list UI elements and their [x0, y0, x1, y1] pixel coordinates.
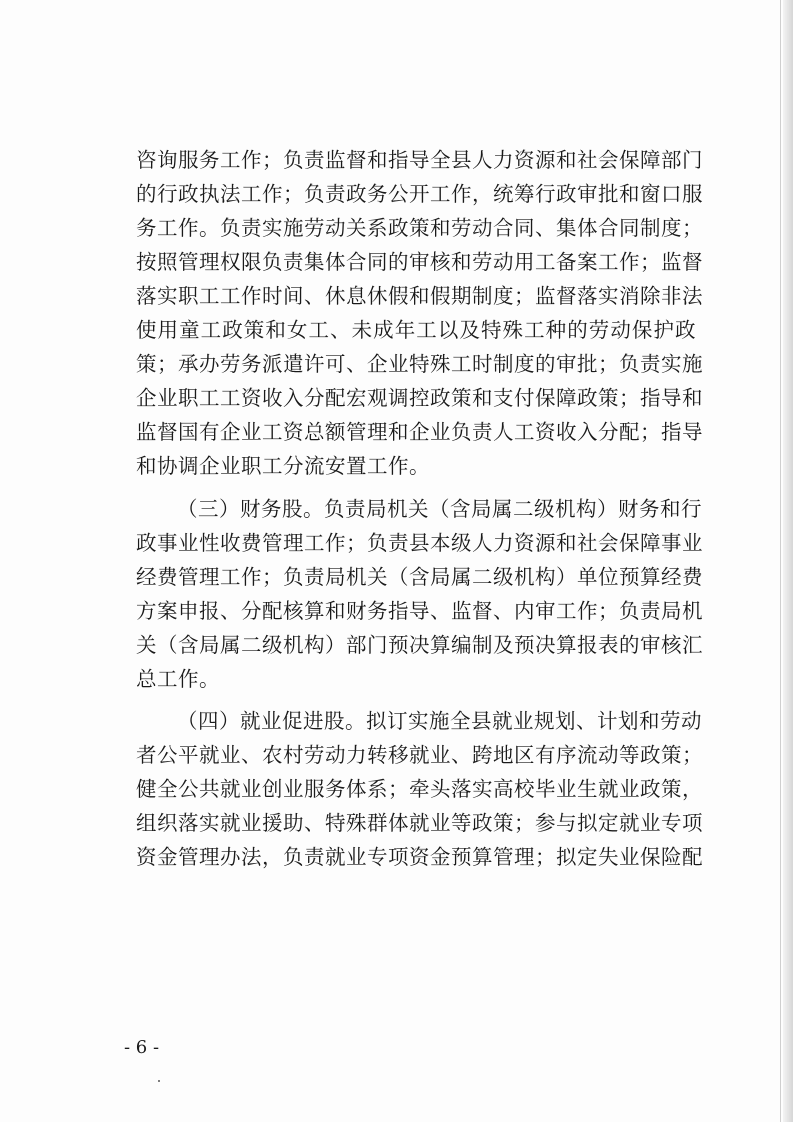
paragraph-1-line-7: 策；承办劳务派遣许可、企业特殊工时制度的审批；负责实施 [136, 352, 703, 376]
paragraph-3-line-4: 组织落实就业援助、特殊群体就业等政策；参与拟定就业专项 [136, 811, 703, 835]
paragraph-2-line-2: 政事业性收费管理工作；负责县本级人力资源和社会保障事业 [136, 530, 703, 555]
paragraph-1-line-8: 企业职工工资收入分配宏观调控政策和支付保障政策；指导和 [136, 386, 703, 410]
page-number: - 6 - [124, 1037, 160, 1058]
scan-edge-line [780, 0, 781, 1122]
paragraph-1-line-2: 的行政执法工作；负责政务公开工作，统筹行政审批和窗口服 [136, 182, 703, 206]
paragraph-1-line-9: 监督国有企业工资总额管理和企业负责人工资收入分配；指导 [136, 420, 703, 444]
paragraph-1-line-3: 务工作。负责实施劳动关系政策和劳动合同、集体合同制度； [136, 216, 703, 240]
paragraph-3-line-5: 资金管理办法，负责就业专项资金预算管理；拟定失业保险配 [136, 845, 703, 869]
paragraph-1-line-10: 和协调企业职工分流安置工作。 [136, 454, 430, 478]
paragraph-2-line-1: （三）财务股。负责局机关（含局属二级机构）财务和行 [177, 496, 702, 521]
paragraph-2-line-6: 总工作。 [136, 666, 220, 691]
paragraph-3-line-2: 者公平就业、农村劳动力转移就业、跨地区有序流动等政策； [136, 743, 703, 767]
paragraph-1-line-4: 按照管理权限负责集体合同的审核和劳动用工备案工作；监督 [136, 250, 703, 274]
paragraph-2-line-4: 方案申报、分配核算和财务指导、监督、内审工作；负责局机 [136, 598, 703, 623]
paragraph-1-line-5: 落实职工工作时间、休息休假和假期制度；监督落实消除非法 [136, 284, 703, 308]
paragraph-2-line-3: 经费管理工作；负责局机关（含局属二级机构）单位预算经费 [136, 564, 703, 589]
paragraph-3-line-3: 健全公共就业创业服务体系；牵头落实高校毕业生就业政策， [136, 777, 703, 801]
paragraph-1-line-6: 使用童工政策和女工、未成年工以及特殊工种的劳动保护政 [136, 318, 696, 342]
body-text [136, 143, 703, 874]
scan-shadow-edge [783, 0, 793, 1122]
scan-speck [158, 1080, 160, 1082]
paragraph-2-line-5: 关（含局属二级机构）部门预决算编制及预决算报表的审核汇 [136, 632, 703, 657]
paragraph-3-line-1: （四）就业促进股。拟订实施全县就业规划、计划和劳动 [177, 709, 702, 733]
paragraph-1-line-1: 咨询服务工作；负责监督和指导全县人力资源和社会保障部门 [136, 148, 703, 172]
